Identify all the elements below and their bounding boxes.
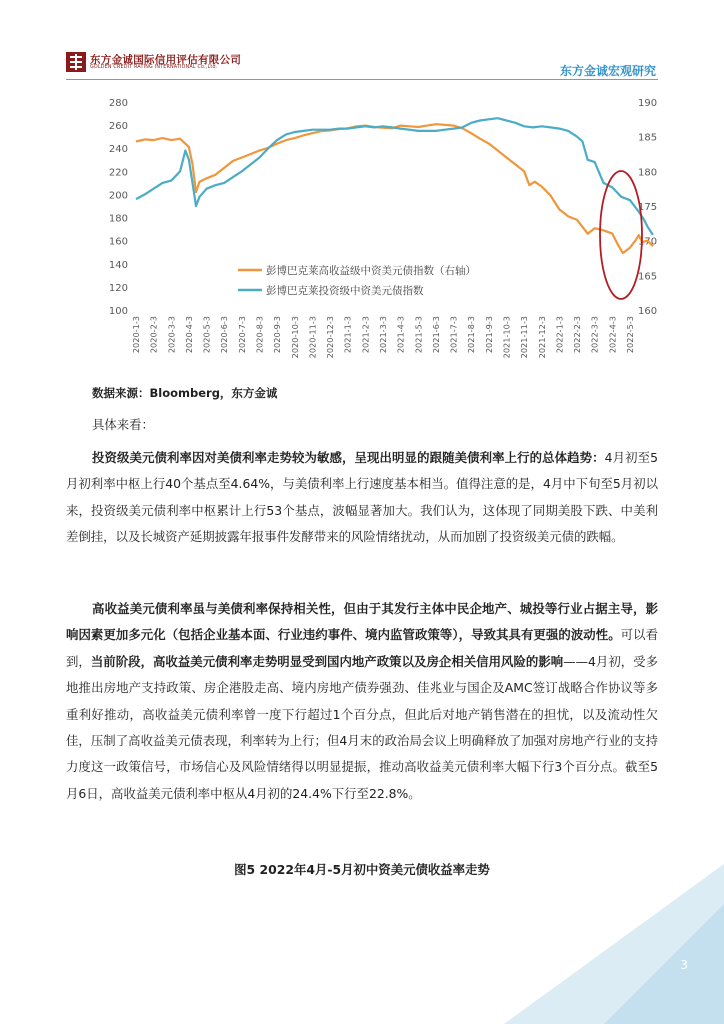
x-tick-label: 2021-1-3 xyxy=(342,316,353,354)
figure-caption: 图5 2022年4月-5月初中资美元债收益率走势 xyxy=(234,862,490,877)
series-layer xyxy=(136,118,653,253)
x-tick-label: 2021-4-3 xyxy=(395,316,406,354)
highlight-circle xyxy=(600,171,642,299)
right-tick-label: 175 xyxy=(638,202,658,213)
x-tick-label: 2021-11-3 xyxy=(519,316,530,359)
x-tick-label: 2020-11-3 xyxy=(307,316,318,359)
left-tick-label: 120 xyxy=(108,282,128,294)
paragraph2-mid: 可以看到， xyxy=(66,627,658,669)
x-tick-label: 2020-10-3 xyxy=(289,316,300,359)
right-tick-label: 160 xyxy=(638,306,658,317)
paragraph1-lead: 投资级美元债利率因对美债利率走势较为敏感，呈现出明显的跟随美债利率上行的总体趋势： xyxy=(92,450,605,465)
legend-label: 彭博巴克莱高收益级中资美元债指数（右轴） xyxy=(266,265,476,277)
right-tick-label: 165 xyxy=(638,271,658,283)
x-tick-label: 2021-3-3 xyxy=(378,316,388,354)
x-tick-label: 2020-5-3 xyxy=(201,316,212,354)
intro-text: 具体来看： xyxy=(92,417,154,432)
x-tick-label: 2022-3-3 xyxy=(589,316,600,354)
x-tick-label: 2021-10-3 xyxy=(501,316,512,359)
x-tick-label: 2021-8-3 xyxy=(466,316,477,354)
x-tick-label: 2021-7-3 xyxy=(448,316,459,354)
x-tick-label: 2020-8-3 xyxy=(254,316,265,354)
header-divider xyxy=(66,79,658,80)
left-tick-label: 180 xyxy=(108,213,128,225)
left-tick-label: 280 xyxy=(108,98,128,109)
series-line-high-yield xyxy=(136,124,653,253)
x-tick-label: 2021-6-3 xyxy=(430,316,441,354)
x-tick-label: 2022-5-3 xyxy=(625,316,635,354)
x-tick-label: 2021-2-3 xyxy=(360,316,371,354)
left-tick-label: 140 xyxy=(108,259,128,271)
left-tick-label: 100 xyxy=(108,306,128,317)
left-axis-ticks xyxy=(109,98,128,317)
right-tick-label: 180 xyxy=(638,167,658,179)
x-tick-label: 2020-12-3 xyxy=(325,316,336,359)
x-tick-label: 2021-9-3 xyxy=(483,316,494,354)
chart-legend xyxy=(238,264,476,297)
paragraph-investment-grade xyxy=(66,445,658,551)
left-tick-label: 240 xyxy=(108,144,128,156)
x-tick-label: 2020-3-3 xyxy=(166,316,177,354)
page-number: 3 xyxy=(680,958,688,972)
company-logo xyxy=(66,52,266,74)
left-tick-label: 220 xyxy=(108,167,128,179)
x-tick-label: 2020-4-3 xyxy=(183,316,194,354)
paragraph1-text: 4月初至5月初利率中枢上行40个基点至4.64%，与美债利率上行速度基本相当。值得注意的是，4月中下旬至5月初以来，投资级美元债利率中枢累计上行53个基点，波幅显著加大。我们认为，这体现了同期美股下跌、中美利差倒挂，以及长城资产延期披露年报事件发酵带来的风险情绪扰动，从而加剧了投资级美元债的跌幅。 xyxy=(66,450,658,545)
paragraph2-lead: 高收益美元债利率虽与美债利率保持相关性，但由于其发行主体中民企地产、城投等行业占据主导，影响因素更加多元化（包括企业基本面、行业违约事件、境内监管政策等），导致其具有更强的波动性。 xyxy=(66,601,658,643)
logo-mark-icon xyxy=(66,52,86,72)
x-tick-label: 2022-2-3 xyxy=(572,315,583,354)
x-axis-ticks xyxy=(131,316,635,358)
paragraph-high-yield xyxy=(66,596,658,807)
x-tick-label: 2020-2-3 xyxy=(148,316,159,354)
x-tick-label: 2022-1-3 xyxy=(554,316,565,354)
x-tick-label: 2020-1-3 xyxy=(131,316,141,354)
x-tick-label: 2020-7-3 xyxy=(236,316,247,354)
x-tick-label: 2021-5-3 xyxy=(413,316,424,354)
paragraph2-tail: ——4月初，受多地推出房地产支持政策、房企港股走高、境内房地产债券强劲、佳兆业与国企及AMC签订战略合作协议等多重利好推动，高收益美元债利率曾一度下行超过1个百分点，但此后对地产销售潜在的担忧，以及流动性欠佳，压制了高收益美元债表现，利率转为上行；但4月末的政治局会议上明确释放了加强对房地产行业的支持力度这一政策信号，市场信心及风险情绪得以明显提振，推动高收益美元债利率大幅下行3个百分点。截至5月6日，高收益美元债利率中枢从4月初的24.4%下行至22.8%。 xyxy=(66,653,658,801)
right-tick-label: 190 xyxy=(638,98,658,109)
corner-decoration xyxy=(504,864,724,1024)
logo-english-name: GOLDEN CREDIT RATING INTERNATIONAL Co.,Ltd. xyxy=(90,65,218,70)
x-tick-label: 2021-12-3 xyxy=(536,316,547,359)
left-tick-label: 200 xyxy=(108,190,128,202)
x-tick-label: 2022-4-3 xyxy=(607,316,618,354)
right-tick-label: 185 xyxy=(638,132,658,144)
left-tick-label: 260 xyxy=(108,121,128,133)
data-source-note: 数据来源：Bloomberg，东方金诚 xyxy=(92,386,278,400)
bond-index-chart xyxy=(90,90,658,380)
section-title: 东方金诚宏观研究 xyxy=(559,64,656,78)
paragraph2-mid-bold: 当前阶段，高收益美元债利率走势明显受到国内地产政策以及房企相关信用风险的影响 xyxy=(90,653,564,669)
right-tick-label: 170 xyxy=(638,236,658,248)
x-tick-label: 2020-9-3 xyxy=(272,316,283,354)
logo-chinese-name: 东方金诚国际信用评估有限公司 xyxy=(90,54,242,66)
left-tick-label: 160 xyxy=(108,236,128,248)
x-tick-label: 2020-6-3 xyxy=(219,316,230,354)
legend-label: 彭博巴克莱投资级中资美元债指数 xyxy=(266,285,424,297)
